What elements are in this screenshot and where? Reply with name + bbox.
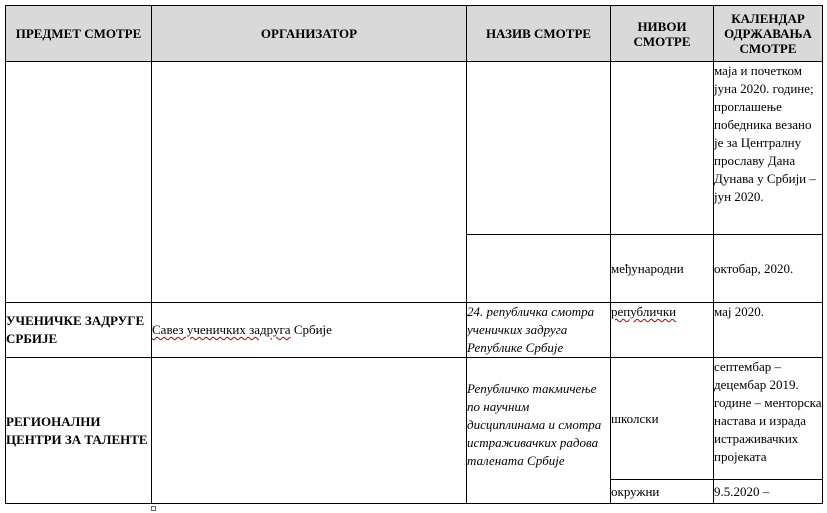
- header-calendar: КАЛЕНДАР ОДРЖАВАЊА СМОТРЕ: [714, 6, 823, 62]
- cell-calendar: септембар – децембар 2019. године – менторска настава и израда истраживачких пројеката: [714, 358, 823, 480]
- cell-level: школски: [611, 358, 714, 480]
- table-row: [6, 358, 823, 480]
- cell-name: 24. републичка смотра ученичких задруга Републике Србије: [467, 303, 611, 358]
- cell-name-empty: [467, 235, 611, 303]
- table-row: [6, 62, 823, 235]
- competitions-table: [5, 5, 823, 504]
- cell-subject: УЧЕНИЧКЕ ЗАДРУГЕ СРБИЈЕ: [6, 303, 152, 358]
- header-organizer: ОРГАНИЗАТОР: [152, 6, 467, 62]
- table-resize-handle[interactable]: [151, 506, 156, 511]
- cell-organizer: [152, 303, 467, 358]
- cell-subject: РЕГИОНАЛНИ ЦЕНТРИ ЗА ТАЛЕНТЕ: [6, 358, 152, 504]
- cell-level: окружни: [611, 480, 714, 504]
- level-text: републички: [611, 304, 677, 319]
- cell-level-empty: [611, 62, 714, 235]
- cell-subject-empty: [6, 62, 152, 303]
- table-row: [6, 303, 823, 358]
- cell-name-empty: [467, 62, 611, 235]
- cell-calendar: октобар, 2020.: [714, 235, 823, 303]
- cell-level: [611, 303, 714, 358]
- cell-name: Републичко такмичење по научним дисциплинама и смотра истраживачких радова талената Србије: [467, 358, 611, 504]
- organizer-underlined-text: Савез ученичких задруга: [152, 322, 291, 337]
- header-row: [6, 6, 823, 62]
- cell-level: међународни: [611, 235, 714, 303]
- cell-calendar: 9.5.2020 –: [714, 480, 823, 504]
- cell-organizer-empty: [152, 62, 467, 303]
- cell-calendar: маја и почетком јуна 2020. године; проглашење победника везано је за Централну прославу Дана Дунава у Србији – јун 2020.: [714, 62, 823, 235]
- header-levels: НИВОИ СМОТРЕ: [611, 6, 714, 62]
- cell-calendar: мај 2020.: [714, 303, 823, 358]
- organizer-rest-text: Србије: [290, 322, 332, 337]
- header-subject: ПРЕДМЕТ СМОТРЕ: [6, 6, 152, 62]
- header-name: НАЗИВ СМОТРЕ: [467, 6, 611, 62]
- cell-organizer-empty: [152, 358, 467, 504]
